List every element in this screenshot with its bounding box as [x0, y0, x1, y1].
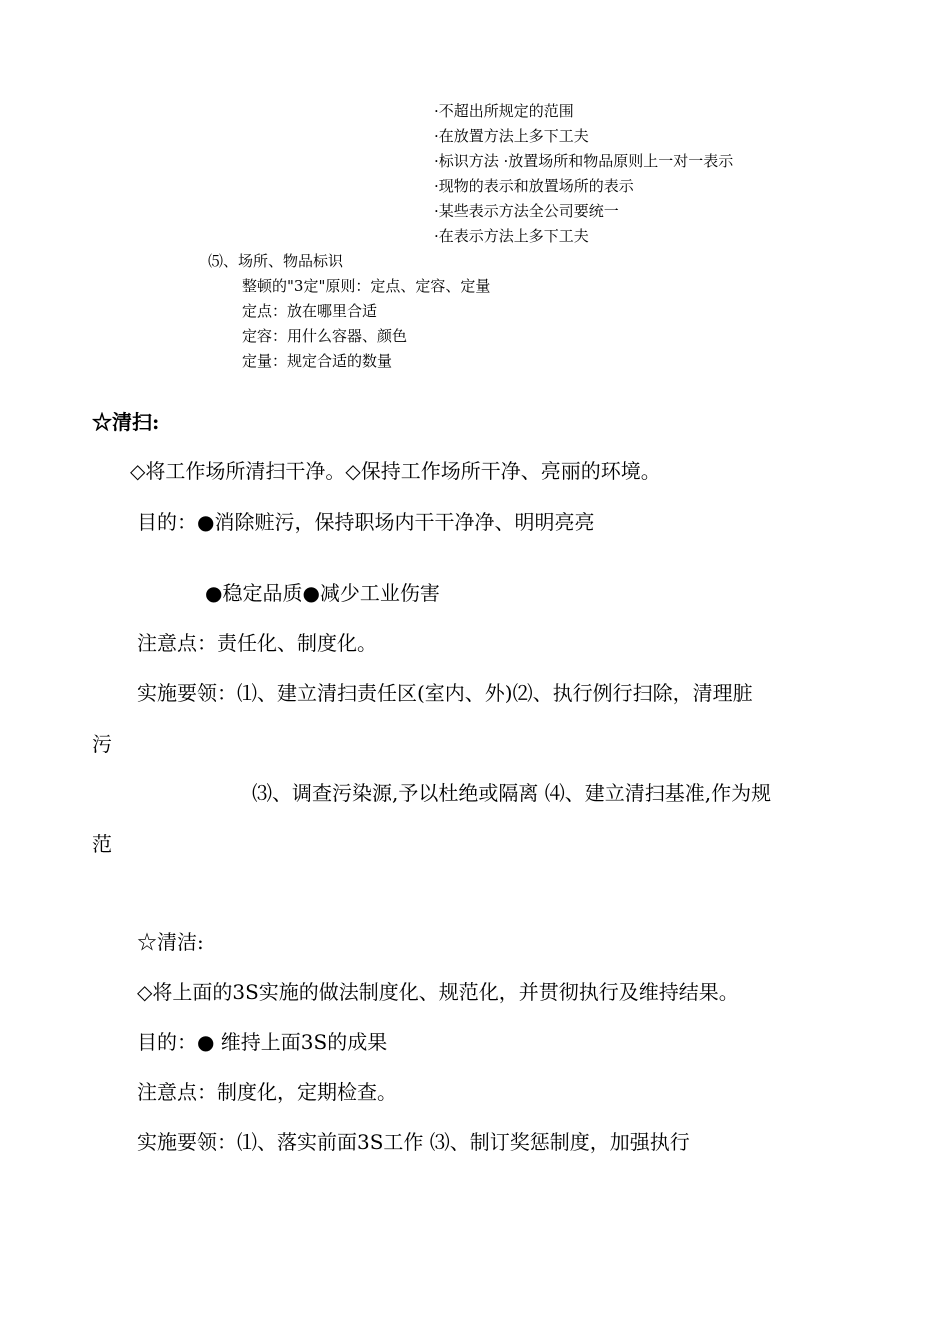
- cleaning-description: ◇将工作场所清扫干净。◇保持工作场所干净、亮丽的环境。: [130, 459, 661, 483]
- list-item: ·标识方法 ·放置场所和物品原则上一对一表示: [434, 152, 734, 170]
- cleaning-attention: 注意点：责任化、制度化。: [137, 631, 377, 655]
- cleanliness-description: ◇将上面的3S实施的做法制度化、规范化，并贯彻执行及维持结果。: [137, 980, 739, 1004]
- section-title: ⑸、场所、物品标识: [208, 252, 344, 270]
- cleaning-steps: 实施要领：⑴、建立清扫责任区(室内、外)⑵、执行例行扫除，清理脏: [137, 681, 753, 705]
- section-line: 定点：放在哪里合适: [242, 302, 378, 320]
- cleanliness-attention: 注意点：制度化，定期检查。: [137, 1080, 397, 1104]
- cleaning-purpose: 目的：●消除赃污，保持职场内干干净净、明明亮亮: [137, 510, 595, 534]
- list-item: ·现物的表示和放置场所的表示: [434, 177, 634, 195]
- cleanliness-heading: ☆清洁:: [137, 930, 204, 954]
- section-line: 定容：用什么容器、颜色: [242, 327, 408, 345]
- section-line: 整顿的"3定"原则：定点、定容、定量: [242, 277, 491, 295]
- list-item: ·某些表示方法全公司要统一: [434, 202, 619, 220]
- list-item: ·在表示方法上多下工夫: [434, 227, 589, 245]
- cleaning-purpose-continued: ●稳定品质●减少工业伤害: [205, 581, 440, 605]
- list-item: ·不超出所规定的范围: [434, 102, 574, 120]
- cleaning-steps-wrap: 污: [92, 732, 112, 756]
- section-line: 定量：规定合适的数量: [242, 352, 393, 370]
- cleanliness-steps: 实施要领：⑴、落实前面3S工作 ⑶、制订奖惩制度，加强执行: [137, 1130, 690, 1154]
- cleanliness-purpose: 目的：● 维持上面3S的成果: [137, 1030, 388, 1054]
- cleaning-steps-continued: ⑶、调查污染源,予以杜绝或隔离 ⑷、建立清扫基准,作为规: [252, 781, 772, 805]
- list-item: ·在放置方法上多下工夫: [434, 127, 589, 145]
- cleaning-steps-continued-wrap: 范: [92, 832, 112, 856]
- cleaning-heading: ☆清扫:: [92, 410, 160, 434]
